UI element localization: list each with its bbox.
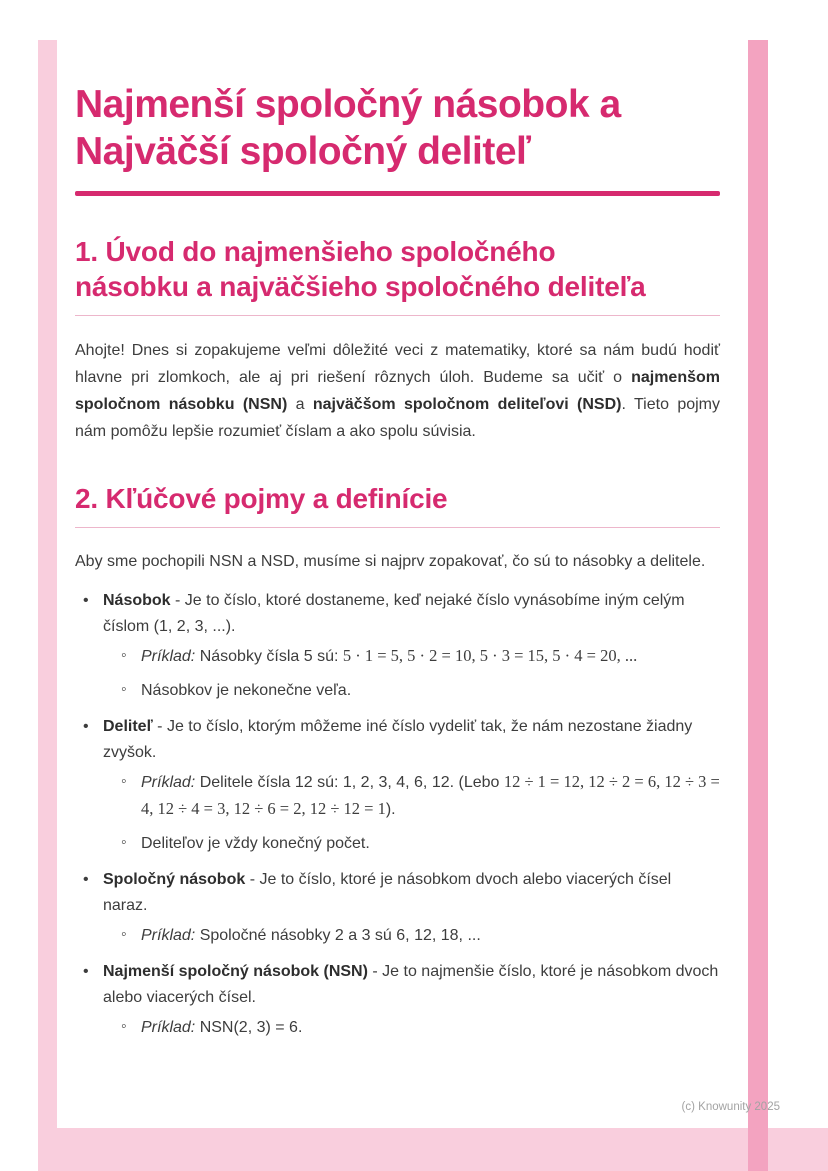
- example-text: Delitele čísla 12 sú: 1, 2, 3, 4, 6, 12. (Lebo: [195, 774, 504, 792]
- pink-margin-bottom: [38, 1128, 828, 1171]
- list-item-spolocny-nasobok: [75, 867, 720, 949]
- term-description: - Je to číslo, ktoré je násobkom dvoch alebo viacerých čísel naraz.: [103, 871, 672, 915]
- page-title: Najmenší spoločný násobok a Najväčší spoločný deliteľ: [75, 83, 621, 173]
- example-label: Príklad:: [141, 927, 196, 945]
- sub-list: [121, 922, 720, 949]
- sub-list-item: [121, 922, 720, 949]
- sub-list-item: [121, 677, 720, 704]
- section-2-heading: 2. Kľúčové pojmy a definície: [75, 483, 448, 515]
- list-item-nsn: [75, 959, 720, 1041]
- sub-list-item: [121, 643, 720, 670]
- section-1-rule: [75, 315, 720, 316]
- pink-margin-left: [38, 40, 57, 1171]
- section-2-rule: [75, 527, 720, 528]
- example-text: Spoločné násobky 2 a 3 sú 6, 12, 18, ...: [195, 927, 481, 945]
- example-label: Príklad:: [141, 1019, 196, 1037]
- sub-list: [121, 643, 720, 704]
- math-text: 5 · 1 = 5, 5 · 2 = 10, 5 · 3 = 15, 5 · 4 = 20, ...: [342, 646, 638, 666]
- term: Násobok: [103, 592, 171, 610]
- example-text: NSN(2, 3) = 6.: [195, 1019, 303, 1037]
- example-text: Násobkov je nekonečne veľa.: [141, 682, 352, 700]
- example-label: Príklad:: [141, 648, 196, 666]
- bold-term-nsn: najmenšom spoločnom násobku (NSN): [75, 369, 720, 414]
- list-item-delitel: [75, 714, 720, 857]
- math-text: 12 ÷ 1 = 12, 12 ÷ 2 = 6, 12 ÷ 3 = 4, 12 ÷ 4 = 3, 12 ÷ 6 = 2, 12 ÷ 12 = 1: [141, 772, 720, 819]
- definitions-list: [75, 588, 720, 1041]
- pink-band-right: [748, 40, 768, 1171]
- example-text: Deliteľov je vždy konečný počet.: [141, 835, 370, 853]
- example-text: Násobky čísla 5 sú:: [195, 648, 343, 666]
- example-label: Príklad:: [141, 774, 196, 792]
- paragraph-text: Ahojte! Dnes si zopakujeme veľmi dôležité veci z matematiky, ktoré sa nám budú hodiť hlavne pri zlomkoch, ale aj pri riešení rôznych úloh. Budeme sa učiť o: [75, 342, 720, 387]
- paragraph-text: . Tieto pojmy nám pomôžu lepšie rozumieť číslam a ako spolu súvisia.: [75, 396, 720, 441]
- term-description: - Je to číslo, ktorým môžeme iné číslo vydeliť tak, že nám nezostane žiadny zvyšok.: [103, 718, 693, 762]
- term-description: - Je to najmenšie číslo, ktoré je násobkom dvoch alebo viacerých čísel.: [103, 963, 719, 1007]
- page-sheet: [57, 0, 748, 1128]
- sub-list-item: [121, 830, 720, 857]
- intro-paragraph-1: [75, 337, 720, 445]
- sub-list-item: [121, 769, 720, 823]
- paragraph-text: a: [287, 396, 313, 414]
- title-rule: [75, 191, 720, 196]
- sub-list: [121, 769, 720, 857]
- list-item-nasobok: [75, 588, 720, 704]
- example-tail: ).: [385, 801, 396, 819]
- bold-term-nsd: najväčšom spoločnom deliteľovi (NSD): [312, 396, 622, 414]
- section-1-heading: 1. Úvod do najmenšieho spoločného násobku a najväčšieho spoločného deliteľa: [75, 235, 646, 303]
- term: Najmenší spoločný násobok (NSN): [103, 963, 368, 981]
- footer-watermark: (c) Knowunity 2025: [681, 1101, 780, 1113]
- term: Spoločný násobok: [103, 871, 246, 889]
- term: Deliteľ: [103, 718, 153, 736]
- sub-list-item: [121, 1014, 720, 1041]
- term-description: - Je to číslo, ktoré dostaneme, keď nejaké číslo vynásobíme iným celým číslom (1, 2, 3, ...).: [103, 592, 685, 636]
- section-2-intro: Aby sme pochopili NSN a NSD, musíme si najprv zopakovať, čo sú to násobky a delitele.: [75, 553, 706, 571]
- sub-list: [121, 1014, 720, 1041]
